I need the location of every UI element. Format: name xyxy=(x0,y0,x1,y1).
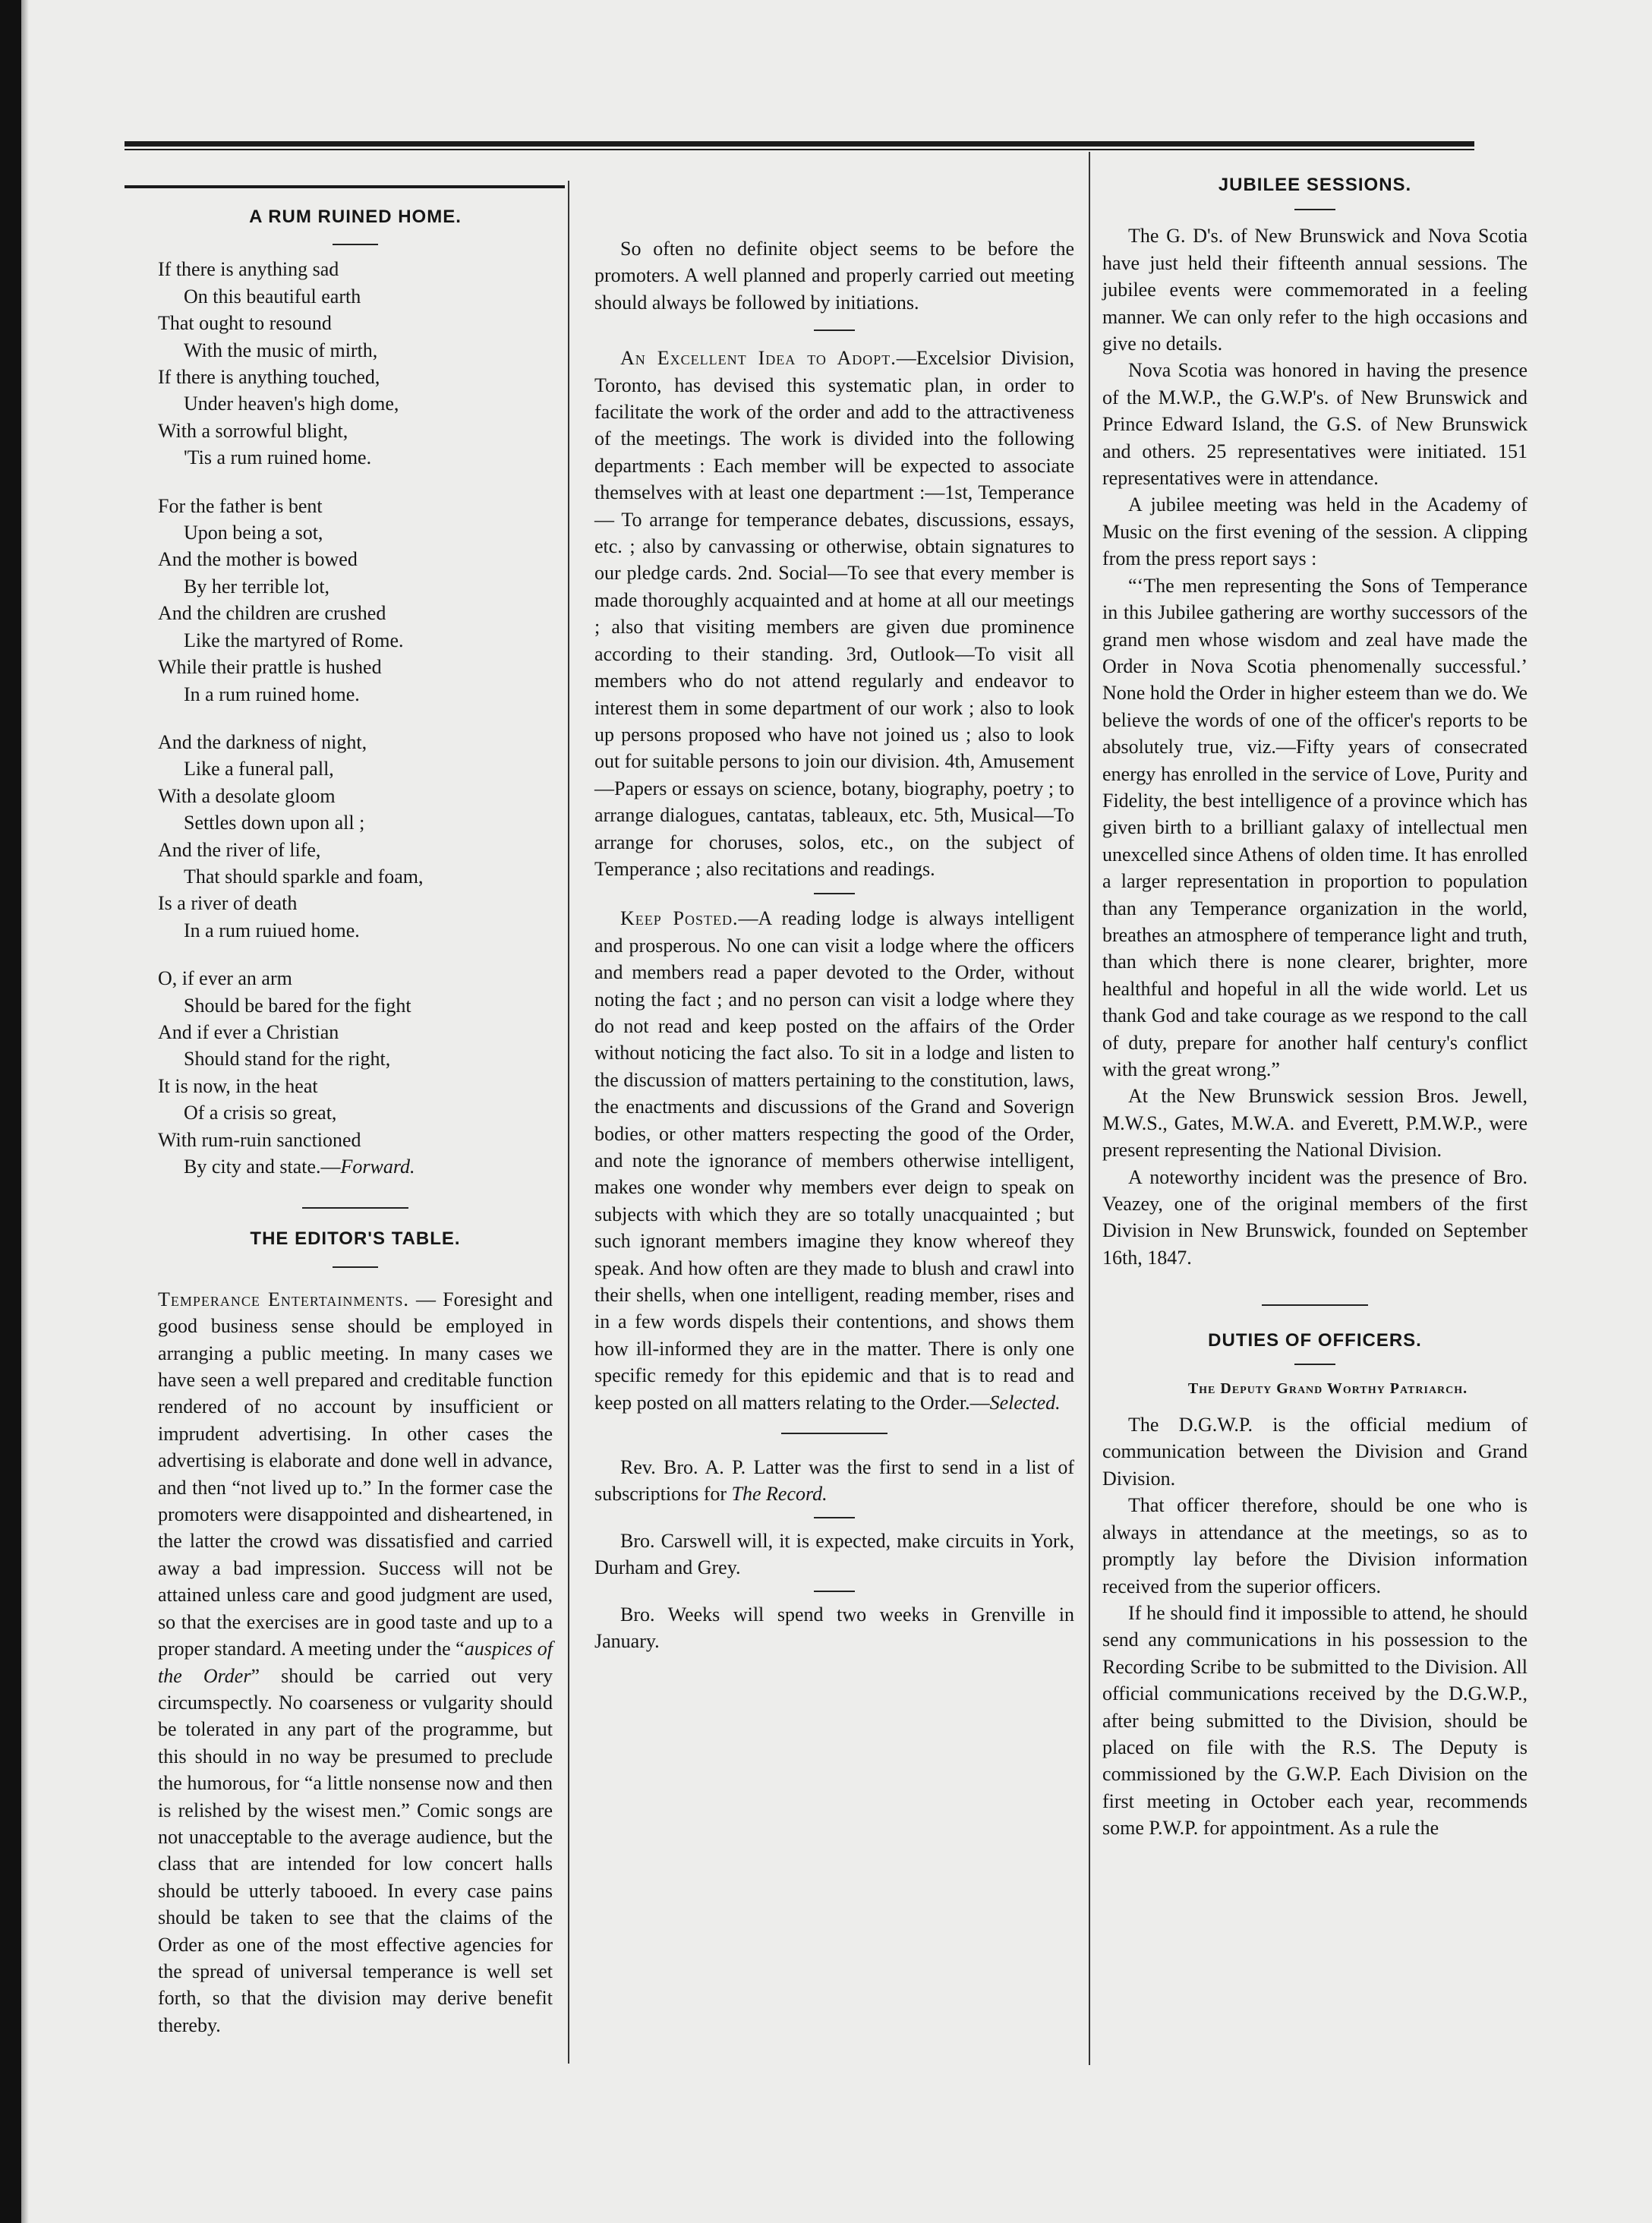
section-rule xyxy=(814,893,855,894)
poem-line xyxy=(158,1153,553,1180)
jubilee-paragraph: A noteworthy incident was the presence of Bro. Veazey, one of the original members of the first Division in New Brunswick, founded on September 16th, 1847. xyxy=(1102,1165,1527,1269)
title-rule xyxy=(1294,209,1335,210)
section-rule xyxy=(1262,1304,1368,1306)
poem-line: It is now, in the heat xyxy=(158,1074,318,1097)
section-rule xyxy=(814,1591,855,1592)
paragraph-lead: Keep Posted. xyxy=(620,907,739,930)
note-text: Rev. Bro. A. P. Latter was the first to send in a list of subscriptions for xyxy=(594,1456,1074,1506)
title-rule xyxy=(1294,1364,1335,1365)
poem-line: With rum-ruin sanctioned xyxy=(158,1128,361,1151)
duties-paragraph: If he should find it impossible to attend, he should send any communications in his possession to the Recording Scribe to be submitted to the Division. All official communications received by the D.G.W.P., after being submitted to the Division, should be placed on file with the R.S. The Deputy is commissioned by the G.W.P. Each Division on the first meeting in October each year, recommends some P.W.P. for appointment. As a rule the xyxy=(1102,1601,1527,1840)
rum-home-poem xyxy=(158,256,553,1180)
poem-line: 'Tis a rum ruined home. xyxy=(184,446,372,469)
poem-line: While their prattle is hushed xyxy=(158,656,382,679)
title-rule xyxy=(333,1266,378,1268)
poem-line: On this beautiful earth xyxy=(184,285,361,307)
paragraph-text: — Foresight and good business sense should be employed in arranging a public meeting. In many cases we have seen a well prepared and creditable function rendered of no account by insufficient or imprudent advertising. In other cases the advertising is elaborate and done well in advance, and then “not lived up to.” In the former case the promoters were disappointed and disheartened, in the latter the crowd was dissatisfied and carried away a bad impression. Success will not be attained unless care and good judgment are used, so that the exercises are in good taste and up to a proper standard. A meeting under the “ xyxy=(158,1288,553,1660)
poem-line: With the music of mirth, xyxy=(184,339,378,361)
paragraph-text: —A reading lodge is always intelligent and prosperous. No one can visit a lodge where the officers and members read a paper devoted to the Order, without noting the fact ; and no person can visit a lodge where they do not read and keep posted on the affairs of the Order without noticing the fact also. To sit in a lodge and listen to the discussion of matters pertaining to the constitution, laws, the enactments and discussions of the Grand and Soverign bodies, or other matters respecting the good of the Order, and note the ignorance of members otherwise intelligent, makes one wonder why members ever deign to speak on subjects with which they are so totally unacquainted ; but such ignorant members imagine they know whereof they speak. And how often are they made to blush and crawl into their shells, when one intelligent, reading member, rises and in a few words dispels their contentions, and shows them how ill-informed they are in the matter. There is only one specific remedy for this epidemic and that is to read and keep posted on all matters relating to the Order.— xyxy=(594,907,1074,1414)
jubilee-paragraph: The G. D's. of New Brunswick and Nova Scotia have just held their fifteenth annual sessions. The jubilee events were commemorated in a feeling manner. We can only refer to the high occasions and give no details. xyxy=(1102,225,1527,355)
newspaper-page xyxy=(21,0,1652,2223)
poem-line: Like a funeral pall, xyxy=(184,758,334,780)
paragraph-credit: Selected. xyxy=(989,1391,1061,1414)
section-rule xyxy=(781,1433,887,1434)
poem-line: And the darkness of night, xyxy=(158,730,367,753)
poem-line: Like the martyred of Rome. xyxy=(184,629,404,651)
jubilee-quote-paragraph: “‘The men representing the Sons of Temperance in this Jubilee gathering are worthy successors of the grand men whose wisdom and zeal have made the Order in Nova Scotia phenomenally successful.’ None hold the Order in higher esteem than we do. We believe the words of one of the officer's reports to be absolutely true, viz.—Fifty years of consecrated energy has enrolled in the service of Love, Purity and Fidelity, the best intelligence of a province which has given birth to a brilliant galaxy of intellectual men unexcelled since Athens of olden time. It has enrolled a larger representation in proportion to population than any Temperance organization in the world, breathes an atmosphere of temperance light and truth, than which there is none clearer, brighter, more healthful and hopeful in all the wide world. Let us thank God and take courage as we respond to the call of duty, prepare for another half century's conflict with the great wrong.” xyxy=(1102,574,1527,1080)
jubilee-paragraph: Nova Scotia was honored in having the presence of the M.W.P., the G.W.P's. of New Brunswick and Prince Edward Island, the G.S. of New Brunswick and others. 25 representatives were initiated. 151 representatives were in attendance. xyxy=(1102,359,1527,490)
section-rule xyxy=(814,1517,855,1518)
rum-home-title: A RUM RUINED HOME. xyxy=(249,207,462,227)
poem-line: Settles down upon all ; xyxy=(184,812,365,834)
section-rule xyxy=(814,330,855,331)
weeks-note: Bro. Weeks will spend two weeks in Grenville in January. xyxy=(594,1603,1074,1653)
record-title: The Record. xyxy=(731,1483,828,1506)
paragraph-italic: auspices of the Order xyxy=(158,1638,553,1687)
keep-posted-paragraph xyxy=(594,905,1074,1416)
poem-line: And the mother is bowed xyxy=(158,548,358,571)
column-divider-2 xyxy=(1089,152,1090,2065)
latter-note xyxy=(594,1454,1074,1508)
jubilee-title: JUBILEE SESSIONS. xyxy=(1218,175,1412,195)
poem-line: O, if ever an arm xyxy=(158,967,292,990)
poem-credit: Forward. xyxy=(340,1156,415,1178)
column-2 xyxy=(594,181,1074,1655)
poem-line: Should be bared for the fight xyxy=(184,994,411,1017)
poem-line: And the river of life, xyxy=(158,838,321,861)
paragraph-text: —Excelsior Division, Toronto, has devised this systematic plan, in order to facilitate the work of the order and add to the attractiveness of the meetings. The work is divided into the following departments : Each member will be expected to associate themselves with at least one department :—1st, Temperance — To arrange for temperance debates, discussions, essays, etc. ; also by canvassing or otherwise, obtain signatures to our pledge cards. 2nd. Social—To see that every member is made thoroughly acquainted and at home at all our meetings ; also that visiting members are given due prominence according to their standing. 3rd, Outlook—To visit all members who do not attend regularly and endeavor to interest them in some department of our work ; also to look up persons proposed who have not joined us ; also to look out for suitable persons to join our division. 4th, Amusement—Papers or essays on science, botany, biography, poetry ; to arrange dialogues, cantatas, tableaux, etc. 5th, Musical—To arrange for choruses, solos, etc., on the subject of Temperance ; also recitations and readings. xyxy=(594,347,1074,880)
jubilee-paragraph: A jubilee meeting was held in the Academy of Music on the first evening of the session. A clipping from the press report says : xyxy=(1102,493,1527,570)
excellent-idea-paragraph xyxy=(594,345,1074,882)
poem-line: In a rum ruined home. xyxy=(184,683,360,705)
follow-up-paragraph: So often no definite object seems to be before the promoters. A well planned and properly carried out meeting should always be followed by initiations. xyxy=(594,238,1074,314)
duties-subtitle: The Deputy Grand Worthy Patriarch. xyxy=(1187,1380,1468,1397)
carswell-note: Bro. Carswell will, it is expected, make circuits in York, Durham and Grey. xyxy=(594,1529,1074,1579)
poem-line: That should sparkle and foam, xyxy=(184,865,424,888)
title-rule xyxy=(333,244,378,245)
poem-line: And the children are crushed xyxy=(158,602,386,625)
poem-line: With a desolate gloom xyxy=(158,784,336,807)
duties-paragraph: That officer therefore, should be one who is always in attendance at the meetings, so as to promptly lay before the Division information received from the superior officers. xyxy=(1102,1494,1527,1597)
poem-line: Under heaven's high dome, xyxy=(184,393,399,415)
poem-line: For the father is bent xyxy=(158,494,323,517)
paragraph-lead: Temperance Entertainments. xyxy=(158,1288,409,1310)
poem-line: Is a river of death xyxy=(158,892,298,915)
duties-title: DUTIES OF OFFICERS. xyxy=(1208,1330,1422,1351)
poem-line: Upon being a sot, xyxy=(184,522,323,544)
paragraph-lead: An Excellent Idea to Adopt. xyxy=(620,347,897,370)
poem-line: If there is anything touched, xyxy=(158,366,380,389)
editors-table-title: THE EDITOR'S TABLE. xyxy=(250,1228,461,1250)
temperance-entertainments-paragraph xyxy=(158,1286,553,2039)
poem-line: If there is anything sad xyxy=(158,258,339,281)
column-3 xyxy=(1102,172,1527,1842)
page-edge-shadow xyxy=(21,0,29,2223)
poem-line: With a sorrowful blight, xyxy=(158,419,348,442)
jubilee-paragraph: At the New Brunswick session Bros. Jewell, M.W.S., Gates, M.W.A. and Everett, P.M.W.P., were present representing the National Division. xyxy=(1102,1085,1527,1162)
column-1 xyxy=(158,203,553,2039)
column-divider-1 xyxy=(568,181,569,2064)
poem-line: That ought to resound xyxy=(158,312,332,335)
top-rule-thin xyxy=(125,149,1474,150)
poem-last-line: By city and state.— xyxy=(184,1156,341,1178)
column-head-rule xyxy=(125,185,565,188)
duties-paragraph: The D.G.W.P. is the official medium of communication between the Division and Grand Division. xyxy=(1102,1414,1527,1490)
poem-line: And if ever a Christian xyxy=(158,1020,339,1043)
poem-line: In a rum ruiued home. xyxy=(184,919,360,941)
top-rule xyxy=(125,141,1474,147)
paragraph-text: ” should be carried out very circumspectly. No coarseness or vulgarity should be tolerated in any part of the programme, but this should in no way be presumed to preclude the humorous, for “a little nonsense now and then is relished by the wisest men.” Comic songs are not unacceptable to the average audience, but the class that are intended for low concert halls should be utterly tabooed. In every case pains should be taken to see that the claims of the Order as one of the most effective agencies for the spread of universal temperance is well set forth, so that the division may derive benefit thereby. xyxy=(158,1664,553,2036)
poem-line: Of a crisis so great, xyxy=(184,1102,337,1124)
section-rule xyxy=(302,1207,408,1209)
poem-line: Should stand for the right, xyxy=(184,1048,391,1071)
poem-line: By her terrible lot, xyxy=(184,575,330,598)
